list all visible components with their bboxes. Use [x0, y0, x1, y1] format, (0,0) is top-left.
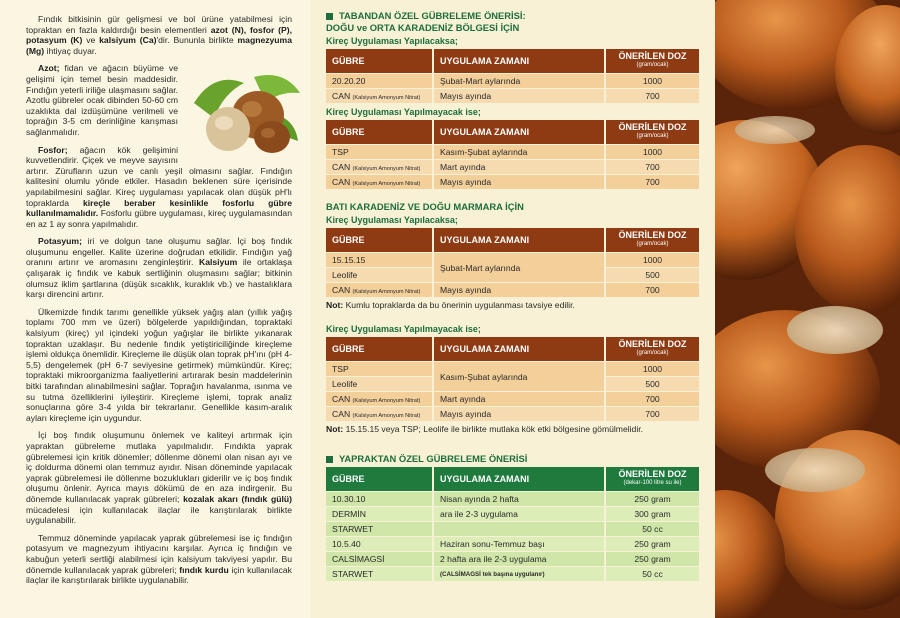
table-row: CAN (Kalsiyum Amonyum Nitrat) Mayıs ayında 700	[326, 88, 699, 103]
leaf-fertilization-heading: YAPRAKTAN ÖZEL GÜBRELEME ÖNERİSİ	[326, 453, 699, 465]
region-heading-west: BATI KARADENİZ VE DOĞU MARMARA İÇİN	[326, 201, 524, 212]
table-row: STARWET 50 cc	[326, 521, 699, 536]
potasyum-paragraph: Potasyum; iri ve dolgun tane oluşumu sağlar. İçi boş fındık oluşumunu engeller. Kalite üzerine doğrudan etkilidir. Fındığın yağ oranını artırır ve aromasını zenginleştirir. Kalsiyum ile ortaklaşa çalışarak iç fındık ve kabuk sertliğinin oluşmasını sağlar; bitkinin olumsuz iklim şartlarına (düşük sıcaklık, kuraklık vb.) ve hastalıklara karşı direncini artırır.	[26, 236, 292, 300]
table-row: 10.30.10 Nisan ayında 2 hafta 250 gram	[326, 491, 699, 506]
yaprak-gubre-temmuz-paragraph: Temmuz döneminde yapılacak yaprak gübrelemesi ise iç fındığın potasyum ve magnezyum ihtiyacını karşılar. Ayrıca iç fındığın ve kabuğun yeterli sertliği alabilmesi için kalsiyum takviyesi yapılır. Bu dönemde kullanılacak yaprak gübreleri; fındık kurdu için kullanılacak ilaçlar ile karıştırılarak birlikte uygulanabilir.	[26, 532, 292, 586]
table-row: Leolife 500	[326, 267, 699, 282]
table-row: CAN (Kalsiyum Amonyum Nitrat) Mart ayında 700	[326, 159, 699, 174]
note-sandy-soil: Not: Kumlu topraklarda da bu önerinin uygulanması tavsiye edilir.	[326, 300, 575, 310]
yaprak-gubre-nisan-paragraph: İçi boş fındık oluşumunu önlemek ve kaliteyi artırmak için yapraktan gübreleme mutlaka yapılmalıdır. Fındıkta yaprak gübrelemesi için kritik dönemler; döllenme dönemi olan nisan ayı ve iç doldurma dönemi olan temmuz ayıdır. Nisan döneminde yapılacak yaprak gübrelemesi ile döllenme bozuklukları giderilir ve iç boş fındık oluşumu önlenir. Ayrıca mayıs dökümü de en aza indirgenir. Bu dönemde kullanılacak yaprak gübreleri; kozalak akarı (fındık gülü) mücadelesi için kullanılacak ilaçlar ile karıştırılarak birlikte uygulanabilir.	[26, 430, 292, 526]
col-header-fertilizer: GÜBRE	[326, 228, 434, 252]
subheading-lime-not-applied: Kireç Uygulaması Yapılmayacak ise;	[326, 107, 481, 117]
bullet-square-icon	[326, 456, 333, 463]
table-row: CAN (Kalsiyum Amonyum Nitrat) Mayıs ayında 700	[326, 174, 699, 189]
table-row: STARWET (CALSİMAGSİ tek başına uygulanır) 50 cc	[326, 566, 699, 581]
subheading-lime-applied: Kireç Uygulaması Yapılacaksa;	[326, 215, 458, 225]
table-row: CAN (Kalsiyum Amonyum Nitrat) Mayıs ayında 700	[326, 282, 699, 297]
table-leaf-fertilization	[326, 467, 699, 581]
col-header-timing: UYGULAMA ZAMANI	[434, 337, 606, 361]
hazelnut-illustration	[184, 63, 302, 155]
col-header-dose: ÖNERİLEN DOZ (dekar-100 litre su ile)	[606, 467, 699, 491]
subheading-lime-not-applied: Kireç Uygulaması Yapılmayacak ise;	[326, 324, 481, 334]
table-east-no-lime	[326, 120, 699, 189]
table-west-no-lime	[326, 337, 699, 421]
col-header-dose: ÖNERİLEN DOZ (gram/ocak)	[606, 120, 699, 144]
table-row: TSP Kasım-Şubat aylarında 1000	[326, 361, 699, 376]
col-header-dose: ÖNERİLEN DOZ (gram/ocak)	[606, 228, 699, 252]
soil-fertilization-heading: TABANDAN ÖZEL GÜBRELEME ÖNERİSİ:	[326, 10, 699, 22]
table-east-lime-applied	[326, 49, 699, 103]
region-heading-east: DOĞU ve ORTA KARADENİZ BÖLGESİ İÇİN	[326, 22, 520, 33]
intro-paragraph: Fındık bitkisinin gür gelişmesi ve bol ürüne yatabilmesi için topraktan en fazla kaldırdığı besin elementleri azot (N), fosfor (P), potasyum (K) ve kalsiyum (Ca)'dir. Bununla birlikte magnezyuma (Mg) ihtiyaç duyar.	[26, 14, 293, 56]
table-row: Leolife 500	[326, 376, 699, 391]
table-row: 15.15.15 Şubat-Mart aylarında 1000	[326, 252, 699, 267]
kirecleme-paragraph: Ülkemizde fındık tarımı genellikle yüksek yağış alan (yıllık yağış toplamı 700 mm ve üzeri) bölgelerde yapıldığından, topraktaki kalsiyum (kireç) yıl içindeki yoğun yağışlar ile birlikte yıkanarak topraktan uzaklaşır. Bu nedenle fındık yetiştiriciliğinde kireçleme işlemi oldukça önemlidir. Kireçleme ile düşük olan toprak pH'ını (pH 4-5,5) dengelemek (pH 6-7 seviyesine getirmek) mümkündür. Kireç; topraktaki mikroorganizma faaliyetlerini artırarak besin maddelerinin bitki tarafından alınabilmesini sağlar. Toprağın havalanma, ısınma ve su tutma özelliklerini iyileştirir. Kireçleme işlemi, toprak analiz sonuçlarına göre 3-4 yılda bir tekrarlanır. Genellikle kasım-aralık ayları kireçleme için uygundur.	[26, 306, 292, 423]
azot-paragraph: Azot; fidan ve ağacın büyüme ve gelişimi için temel besin maddesidir. Fındığın yeterli iriliğe ulaşmasını sağlar. Azotlu gübreler ocak dibinden 50-60 cm uzaklıkta dal izdüşümüne verilmeli ve toprağın 3-5 cm derinliğine karışması sağlanmalıdır.	[26, 63, 178, 137]
note-root-zone: Not: 15.15.15 veya TSP; Leolife ile birlikte mutlaka kök etki bölgesine gömülmelidir.	[326, 424, 644, 434]
col-header-fertilizer: GÜBRE	[326, 337, 434, 361]
left-text-column	[0, 0, 310, 618]
table-west-lime-applied	[326, 228, 699, 297]
table-row: 10.5.40 Haziran sonu-Temmuz başı 250 gram	[326, 536, 699, 551]
col-header-dose: ÖNERİLEN DOZ (gram/ocak)	[606, 337, 699, 361]
col-header-timing: UYGULAMA ZAMANI	[434, 120, 606, 144]
table-row: CAN (Kalsiyum Amonyum Nitrat) Mart ayında 700	[326, 391, 699, 406]
table-row: TSP Kasım-Şubat aylarında 1000	[326, 144, 699, 159]
col-header-fertilizer: GÜBRE	[326, 467, 434, 491]
table-row: CALSİMAGSİ 2 hafta ara ile 2-3 uygulama 250 gram	[326, 551, 699, 566]
hazelnut-photo	[715, 0, 900, 618]
fertilization-tables-column	[310, 0, 715, 618]
col-header-timing: UYGULAMA ZAMANI	[434, 228, 606, 252]
table-row: DERMİN ara ile 2-3 uygulama 300 gram	[326, 506, 699, 521]
bullet-square-icon	[326, 13, 333, 20]
col-header-dose: ÖNERİLEN DOZ (gram/ocak)	[606, 49, 699, 73]
col-header-fertilizer: GÜBRE	[326, 49, 434, 73]
table-row: 20.20.20 Şubat-Mart aylarında 1000	[326, 73, 699, 88]
col-header-fertilizer: GÜBRE	[326, 120, 434, 144]
fosfor-paragraph: Fosfor; ağacın kök gelişimini kuvvetlendirir. Çiçek ve meyve sayısını artırır. Zürufların uzun ve canlı yeşil olmasını sağlar. Fındığın kalitesini olumlu yönde etkiler. Hasadın beklenen süre içerisinde yapılabilmesini sağlar. Kireç uygulaması yapılacak olan düşük pH'lı topraklarda kireçle beraber kesinlikle fosforlu gübre kullanılmamalıdır. Fosforlu gübre uygulaması, kireç uygulamasından en az 1 ay sonra yapılmalıdır.	[26, 144, 292, 229]
table-row: CAN (Kalsiyum Amonyum Nitrat) Mayıs ayında 700	[326, 406, 699, 421]
col-header-timing: UYGULAMA ZAMANI	[434, 467, 606, 491]
subheading-lime-applied: Kireç Uygulaması Yapılacaksa;	[326, 36, 458, 46]
col-header-timing: UYGULAMA ZAMANI	[434, 49, 606, 73]
